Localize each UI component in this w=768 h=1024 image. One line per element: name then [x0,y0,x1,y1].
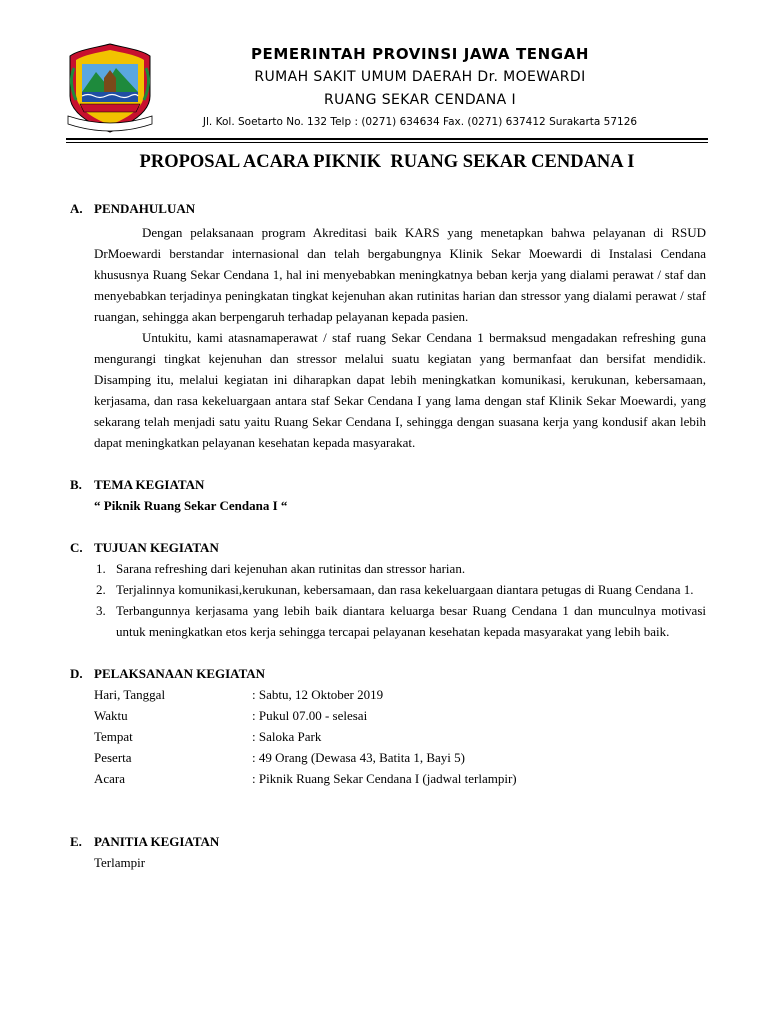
letterhead-rule-thick [66,138,708,140]
section-c-heading: C. TUJUAN KEGIATAN [70,540,219,555]
section-e-heading: E. PANITIA KEGIATAN [70,834,220,849]
section-a-heading: A. PENDAHULUAN [70,201,196,216]
document-title: PROPOSAL ACARA PIKNIK RUANG SEKAR CENDANA I [139,152,635,172]
list-item: 3. Terbangunnya kerjasama yang lebih baik diantara keluarga besar Ruang Cendana 1 dan munculnya motivasi untuk meningkatkan etos kerja sehingga tercapai pelayanan kesehatan kepada masyarakat yang lebih baik. [96,603,706,639]
section-a-paragraph-1: Dengan pelaksanaan program Akreditasi baik KARS yang menetapkan bahwa pelayanan di RSUD DrMoewardi berstandar internasional dan telah bergabungnya Klinik Sekar Moewardi di Instalasi Cendana khususnya Ruang Sekar Cendana 1, hal ini menyebabkan meningkatnya beban kerja yang dialami perawat / staf dan menyebabkan terjadinya peningkatan tingkat kejenuhan akan rutinitas harian dan stressor yang dialami perawat / staf ruangan, sehingga akan berpengaruh terhadap pelayanan kepada pasien. [94,225,706,324]
letterhead-rule-thin [66,142,708,143]
letterhead-government: PEMERINTAH PROVINSI JAWA TENGAH [250,45,590,63]
jawa-tengah-coat-of-arms-icon [66,42,154,136]
theme-text: “ Piknik Ruang Sekar Cendana I “ [94,498,288,513]
letterhead-hospital: RUMAH SAKIT UMUM DAERAH Dr. MOEWARDI [254,69,586,85]
event-details [70,684,706,789]
section-d-heading: D. PELAKSANAAN KEGIATAN [70,666,266,681]
table-row: Hari, Tanggal : Sabtu, 12 Oktober 2019 [94,687,384,702]
table-row: Waktu : Pukul 07.00 - selesai [94,708,368,723]
list-item: 1. Sarana refreshing dari kejenuhan akan rutinitas dan stressor harian. [96,561,466,576]
objectives-list [70,558,706,642]
table-row: Peserta : 49 Orang (Dewasa 43, Batita 1, Bayi 5) [94,750,466,765]
letterhead [160,44,680,129]
table-row: Tempat : Saloka Park [94,729,322,744]
section-a-paragraph-2: Untukitu, kami atasnamaperawat / staf ruang Sekar Cendana 1 bermaksud mengadakan refreshing guna mengurangi tingkat kejenuhan dan stressor melalui suatu kegiatan yang bermanfaat dan bersifat mendidik. Disamping itu, melalui kegiatan ini diharapkan dapat lebih meningkatkan komunikasi, kerukunan, kebersamaan, kerjasama, dan rasa kekeluargaan antara staf Sekar Cendana I yang lama dengan staf Klinik Sekar Moewardi, yang sekarang telah menjadi satu yaitu Ruang Sekar Cendana I, sehingga dengan suasana kerja yang kondusif akan lebih dapat meningkatkan pelayanan kesehatan kepada masyarakat. [94,330,706,450]
letterhead-ward: RUANG SEKAR CENDANA I [324,92,516,108]
committee-text: Terlampir [94,855,146,870]
section-b-heading: B. TEMA KEGIATAN [70,477,205,492]
list-item: 2. Terjalinnya komunikasi,kerukunan, kebersamaan, dan rasa kekeluargaan diantara petugas di Ruang Cendana 1. [96,582,694,597]
letterhead-address: Jl. Kol. Soetarto No. 132 Telp : (0271) 634634 Fax. (0271) 637412 Surakarta 57126 [202,116,638,128]
table-row: Acara : Piknik Ruang Sekar Cendana I (jadwal terlampir) [94,771,517,786]
document-body [70,198,706,873]
